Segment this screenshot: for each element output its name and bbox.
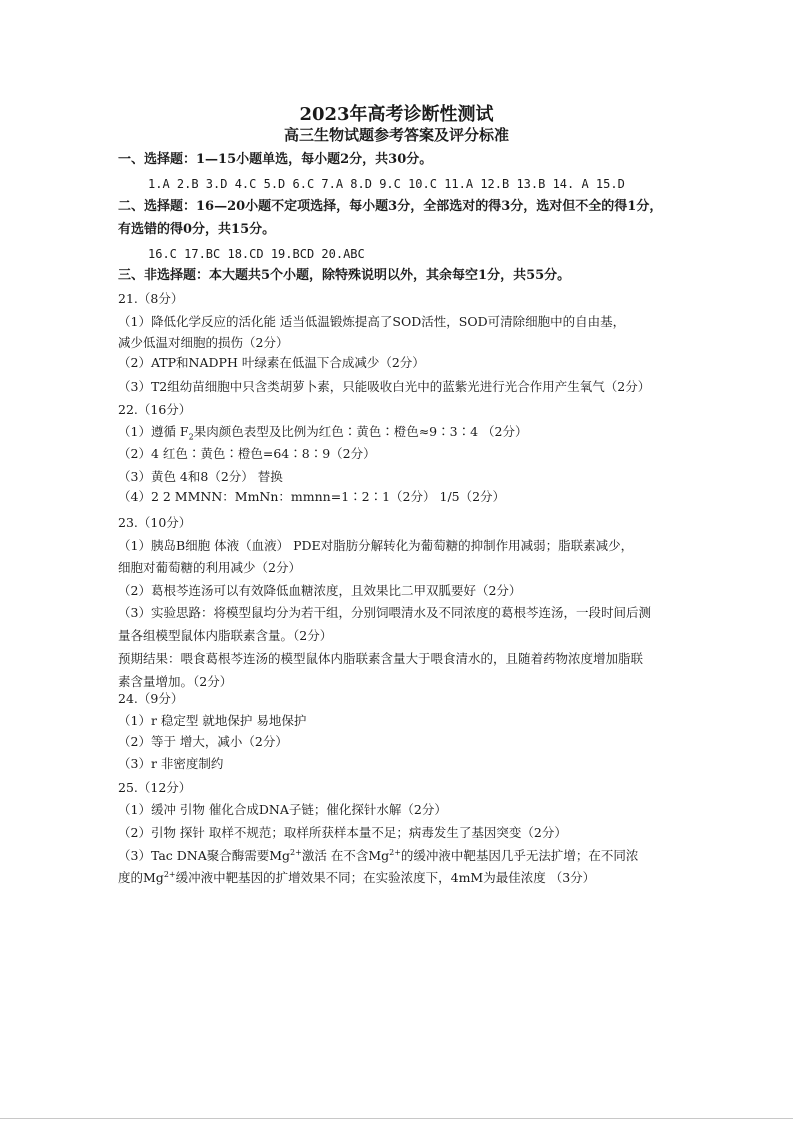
section2-heading-line1: 二、选择题：16—20小题不定项选择，每小题3分，全部选对的得3分，选对但不全的得1分，: [118, 199, 663, 214]
q23-line2: 细胞对葡萄糖的利用减少（2分）: [118, 560, 301, 575]
q23-line5: 量各组模型鼠体内脂联素含量。（2分）: [118, 628, 333, 643]
q22-header: 22.（16分）: [118, 402, 192, 417]
section2-answers: 16.C 17.BC 18.CD 19.BCD 20.ABC: [148, 247, 365, 261]
section2-heading-line2: 有选错的得0分，共15分。: [118, 222, 276, 237]
q23-line6: 预期结果：喂食葛根芩连汤的模型鼠体内脂联素含量大于喂食清水的，且随着药物浓度增加脂联: [118, 651, 644, 666]
q23-line7: 素含量增加。（2分）: [118, 674, 233, 689]
q21-line4: （3）T2组幼苗细胞中只含类胡萝卜素，只能吸收白光中的蓝紫光进行光合作用产生氧气（2分）: [118, 379, 651, 394]
q23-header: 23.（10分）: [118, 515, 192, 530]
q24-line1: （1）r 稳定型 就地保护 易地保护: [118, 713, 307, 728]
q21-line2: 减少低温对细胞的损伤（2分）: [118, 335, 289, 350]
q23-line3: （2）葛根芩连汤可以有效降低血糖浓度，且效果比二甲双胍要好（2分）: [118, 583, 522, 598]
q22-line2: （2）4 红色∶黄色∶橙色=64∶8∶9（2分）: [118, 446, 376, 461]
q25-line3: （3）Tac DNA聚合酶需要$Mg^{2+}$激活 在不含$Mg^{2+}$的缓冲液中靶基因几乎无法扩增；在不同浓: [118, 847, 639, 863]
q21-line3: （2）ATP和NADPH 叶绿素在低温下合成减少（2分）: [118, 355, 425, 370]
q21-header: 21.（8分）: [118, 291, 184, 306]
page-title: 2023年高考诊断性测试: [299, 104, 494, 125]
page-subtitle: 高三生物试题参考答案及评分标准: [283, 126, 509, 144]
q25-line2: （2）引物 探针 取样不规范；取样所获样本量不足；病毒发生了基因突变（2分）: [118, 825, 567, 840]
q23-line1: （1）胰岛B细胞 体液（血液） PDE对脂肪分解转化为葡萄糖的抑制作用减弱；脂联素减少，: [118, 538, 634, 553]
q25-header: 25.（12分）: [118, 780, 192, 795]
q22-line4: （4）2 2 MMNN：MmNn：mmnn=1∶2∶1（2分） 1/5（2分）: [118, 489, 506, 504]
section3-heading: 三、非选择题：本大题共5个小题，除特殊说明以外，其余每空1分，共55分。: [118, 268, 571, 283]
q22-line3: （3）黄色 4和8（2分） 替换: [118, 469, 283, 484]
q24-line2: （2）等于 增大，减小（2分）: [118, 734, 288, 749]
page-bottom-rule: [0, 1118, 793, 1119]
q25-line4: 度的$Mg^{2+}$缓冲液中靶基因的扩增效果不同；在实验浓度下，4mM为最佳浓度 （3分）: [118, 869, 596, 885]
q24-header: 24.（9分）: [118, 691, 184, 706]
q21-line1: （1）降低化学反应的活化能 适当低温锻炼提高了SOD活性，SOD可清除细胞中的自由基，: [118, 314, 626, 329]
q24-line3: （3）r 非密度制约: [118, 756, 224, 771]
section1-answers: 1.A 2.B 3.D 4.C 5.D 6.C 7.A 8.D 9.C 10.C 11.A 12.B 13.B 14. A 15.D: [148, 177, 625, 191]
q23-line4: （3）实验思路：将模型鼠均分为若干组，分别饲喂清水及不同浓度的葛根芩连汤，一段时间后测: [118, 605, 651, 620]
q25-line1: （1）缓冲 引物 催化合成DNA子链；催化探针水解（2分）: [118, 802, 447, 817]
section1-heading: 一、选择题：1—15小题单选，每小题2分，共30分。: [118, 152, 433, 167]
q22-line1: （1）遵循 $F_2$果肉颜色表型及比例为红色∶黄色∶橙色≈9∶3∶4 （2分）: [118, 424, 528, 442]
